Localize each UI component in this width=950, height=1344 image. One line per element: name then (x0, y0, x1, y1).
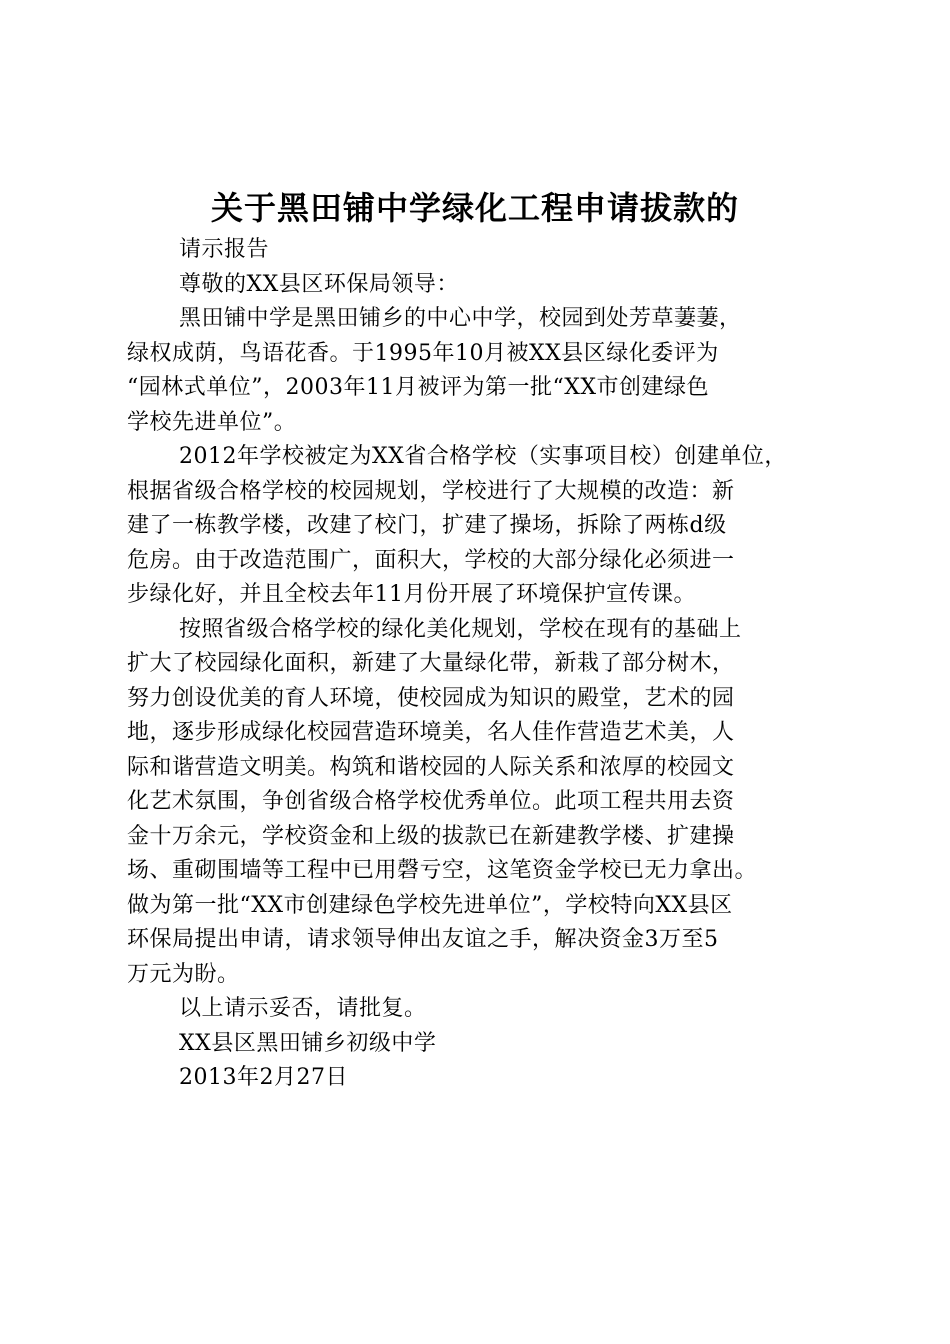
body-line: 地，逐步形成绿化校园营造环境美，名人佳作营造艺术美，人 (127, 720, 735, 745)
body-line: 化艺术氛围，争创省级合格学校优秀单位。此项工程共用去资 (127, 789, 735, 814)
body-line: 万元为盼。 (127, 961, 240, 987)
body-line: 建了一栋教学楼，改建了校门，扩建了操场，拆除了两栋d级 (127, 513, 727, 538)
body-line: 努力创设优美的育人环境，使校园成为知识的殿堂，艺术的园 (127, 685, 735, 711)
body-line: 场、重砌围墙等工程中已用磬亏空，这笔资金学校已无力拿出。 (127, 858, 758, 883)
body-line: “园林式单位”，2003年11月被评为第一批“XX市创建绿色 (127, 375, 710, 400)
body-line: 危房。由于改造范围广，面积大，学校的大部分绿化必须进一 (127, 547, 735, 573)
body-line: 黑田铺中学是黑田铺乡的中心中学，校园到处芳草萋萋， (179, 306, 742, 331)
body-line: 做为第一批“XX市创建绿色学校先进单位”，学校特向XX县区 (127, 892, 733, 918)
body-line: 绿权成荫，鸟语花香。于1995年10月被XX县区绿化委评为 (127, 340, 719, 366)
document-body (127, 233, 845, 1096)
document-title: 关于黑田铺中学绿化工程申请拔款的 (210, 189, 739, 227)
body-line: 请示报告 (179, 237, 270, 262)
body-line: 2013年2月27日 (179, 1065, 348, 1090)
body-line: 金十万余元，学校资金和上级的拔款已在新建教学楼、扩建操 (127, 823, 735, 849)
body-line: 2012年学校被定为XX省合格学校（实事项目校）创建单位， (179, 444, 787, 469)
body-line: 步绿化好，并且全校去年11月份开展了环境保护宣传课。 (127, 582, 696, 607)
body-line: 按照省级合格学校的绿化美化规划，学校在现有的基础上 (179, 616, 742, 642)
body-line: XX县区黑田铺乡初级中学 (179, 1030, 437, 1056)
body-line: 根据省级合格学校的校园规划，学校进行了大规模的改造：新 (127, 478, 735, 504)
body-line: 际和谐营造文明美。构筑和谐校园的人际关系和浓厚的校园文 (127, 754, 735, 780)
body-line: 环保局提出申请，请求领导伸出友谊之手，解决资金3万至5 (127, 927, 719, 952)
body-line: 尊敬的XX县区环保局领导： (179, 271, 459, 297)
body-line: 扩大了校园绿化面积，新建了大量绿化带，新栽了部分树木， (127, 651, 735, 676)
body-line: 以上请示妥否，请批复。 (179, 996, 427, 1021)
body-line: 学校先进单位”。 (127, 409, 297, 435)
